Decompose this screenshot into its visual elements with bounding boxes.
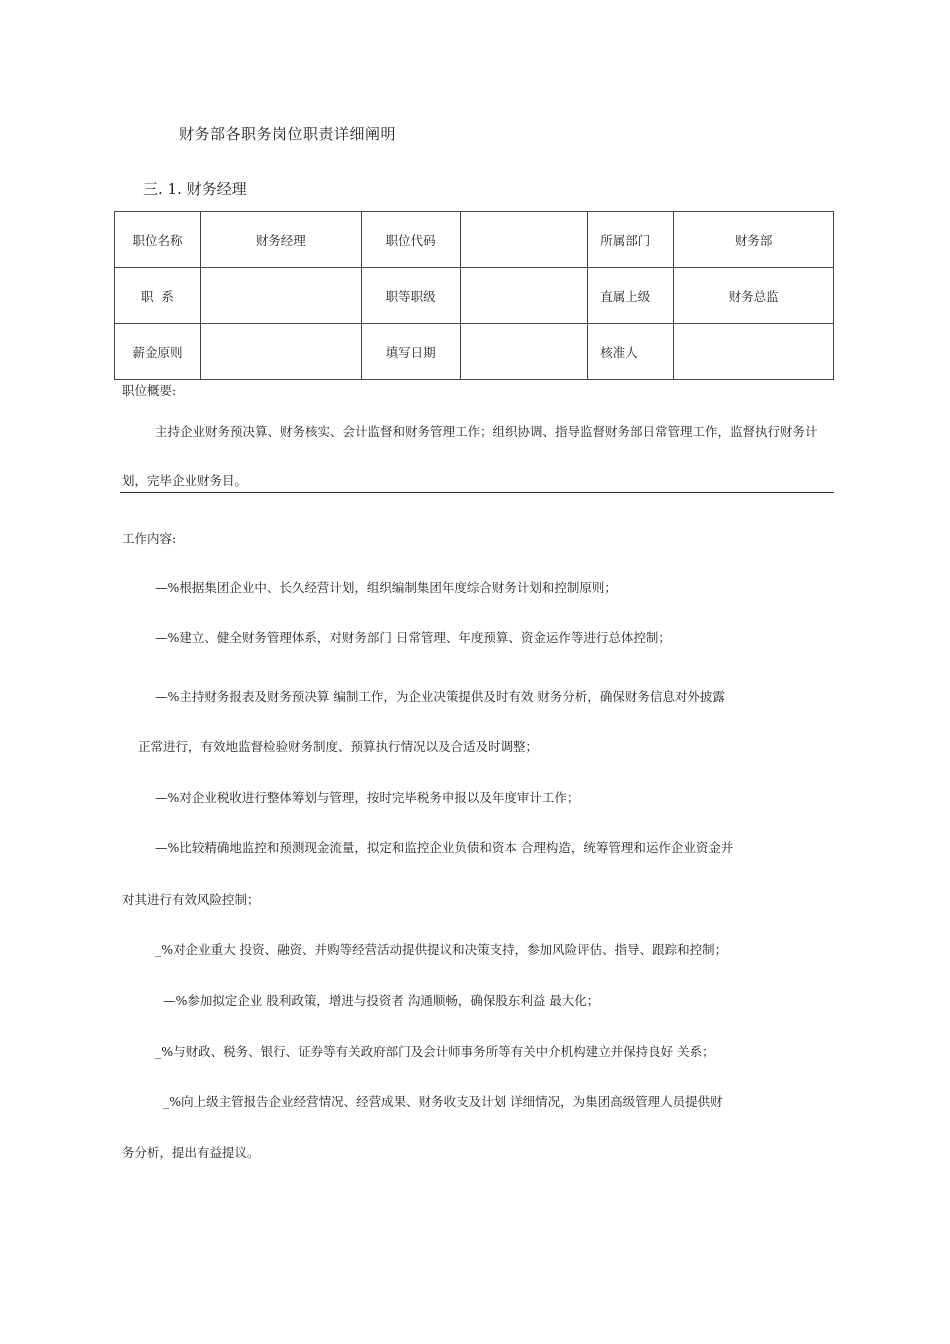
- table-cell: 财务总监: [674, 268, 834, 324]
- work-content-label: 工作内容:: [122, 531, 177, 546]
- table-cell: 财务部: [674, 212, 834, 268]
- overview-text-line: 主持企业财务预决算、财务核实、会计监督和财务管理工作；组织协调、指导监督财务部日常管理工作，监督执行财务计: [155, 424, 818, 439]
- work-item-line: —%根据集团企业中、长久经营计划，组织编制集团年度综合财务计划和控制原则；: [155, 580, 617, 595]
- table-cell: 核准人: [588, 324, 674, 380]
- work-item-line: 正常进行，有效地监督检验财务制度、预算执行情况以及合适及时调整；: [138, 739, 539, 754]
- work-item-line: —%建立、健全财务管理体系，对财务部门 日常管理、年度预算、资金运作等进行总体控制；: [155, 630, 671, 645]
- overview-label: 职位概要:: [122, 383, 177, 398]
- table-row: [115, 268, 834, 324]
- table-cell: 所属部门: [588, 212, 674, 268]
- table-cell: 职等职级: [361, 268, 460, 324]
- work-item-line: —%比较精确地监控和预测现金流量，拟定和监控企业负债和资本 合理构造，统筹管理和运作企业资金并: [155, 840, 734, 855]
- table-row: [115, 212, 834, 268]
- table-row: [115, 324, 834, 380]
- table-cell: [460, 212, 588, 268]
- work-item-line: 对其进行有效风险控制；: [122, 892, 260, 907]
- work-item-line: _%向上级主管报告企业经营情况、经营成果、财务收支及计划 详细情况，为集团高级管理人员提供财: [163, 1094, 723, 1109]
- table-cell: 直属上级: [588, 268, 674, 324]
- work-item-line: _%对企业重大 投资、融资、并购等经营活动提供提议和决策支持，参加风险评估、指导、跟踪和控制；: [155, 942, 728, 957]
- divider: [120, 492, 834, 493]
- work-item-line: —%参加拟定企业 股利政策，增进与投资者 沟通顺畅，确保股东利益 最大化；: [163, 993, 600, 1008]
- overview-text-line: 划，完毕企业财务目。: [122, 473, 248, 488]
- table-cell: [200, 268, 361, 324]
- work-item-line: 务分析，提出有益提议。: [122, 1145, 260, 1160]
- work-item-line: _%与财政、税务、银行、证券等有关政府部门及会计师事务所等有关中介机构建立并保持良好 关系；: [155, 1044, 715, 1059]
- table-cell: 填写日期: [361, 324, 460, 380]
- table-cell: 职位代码: [361, 212, 460, 268]
- table-cell: [200, 324, 361, 380]
- section-heading: 三. 1. 财务经理: [143, 180, 247, 198]
- table-cell: [460, 268, 588, 324]
- table-cell: 财务经理: [200, 212, 361, 268]
- table-cell: [674, 324, 834, 380]
- table-cell: [460, 324, 588, 380]
- document-title: 财务部各职务岗位职责详细阐明: [179, 125, 397, 143]
- work-item-line: —%对企业税收进行整体筹划与管理，按时完毕税务申报以及年度审计工作；: [155, 790, 580, 805]
- position-info-table: [114, 211, 834, 380]
- table-cell: 职 系: [115, 268, 201, 324]
- table-cell: 薪金原则: [115, 324, 201, 380]
- work-item-line: —%主持财务报表及财务预决算 编制工作，为企业决策提供及时有效 财务分析，确保财务信息对外披露: [155, 689, 725, 704]
- table-cell: 职位名称: [115, 212, 201, 268]
